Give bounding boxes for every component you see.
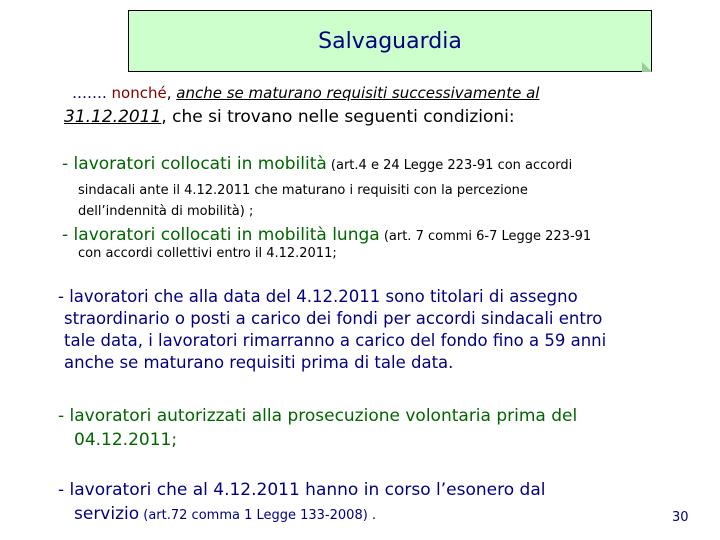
bullet-1-main: lavoratori collocati in mobilità [73,154,327,174]
bullet-4-line-1: - lavoratori autorizzati alla prosecuzione volontaria prima del [58,406,578,426]
page-number: 30 [672,510,689,525]
bullet-5-ref: (art.72 comma 1 Legge 133-2008) . [139,508,377,523]
bullet-1-ref: (art.4 e 24 Legge 223-91 con accordi [326,158,573,173]
intro-date: 31.12.2011 [64,107,162,127]
bullet-5-line-1: - lavoratori che al 4.12.2011 hanno in corso l’esonero dal [58,480,546,500]
intro-comma: , [166,84,177,102]
bullet-1-cont-line-2: dell’indennità di mobilità) ; [78,204,254,219]
bullet-1-cont-line-1: sindacali ante il 4.12.2011 che maturano i requisiti con la percezione [78,183,528,198]
intro-ellipsis: ……. [72,84,112,102]
paragraph-line: anche se maturano requisiti prima di tale data. [64,353,454,372]
intro-line-1 [72,84,539,102]
title-box-fold [642,62,652,72]
intro-underlined-text: anche se maturano requisiti successivamente al [176,84,540,102]
bullet-2-dash: - [62,225,74,245]
bullet-1-continuation [78,180,528,222]
bullet-2-ref: (art. 7 commi 6-7 Legge 223-91 [379,229,592,244]
bullet-5-line-2 [58,502,545,528]
bullet-4 [58,404,577,452]
paragraph-line: - lavoratori che alla data del 4.12.2011 sono titolari di assegno [58,287,578,306]
bullet-2-continuation: con accordi collettivi entro il 4.12.2011; [78,246,337,261]
paragraph-assegno-straordinario [58,286,606,374]
bullet-1 [62,154,572,174]
intro-line-2 [64,107,515,127]
paragraph-line: straordinario o posti a carico dei fondi per accordi sindacali entro [64,309,603,328]
intro-rest: , che si trovano nelle seguenti condizioni: [161,107,515,127]
bullet-4-line-2: 04.12.2011; [74,430,178,450]
paragraph-line: tale data, i lavoratori rimarranno a carico del fondo fino a 59 anni [64,331,607,350]
bullet-2 [62,225,591,245]
title-box [128,10,652,72]
bullet-5-servizio: servizio [74,504,140,524]
bullet-2-main: lavoratori collocati in mobilità lunga [73,225,380,245]
intro-nonche: nonché [111,84,167,102]
bullet-1-dash: - [62,154,74,174]
bullet-5 [58,478,545,528]
slide-title: Salvaguardia [318,29,462,54]
